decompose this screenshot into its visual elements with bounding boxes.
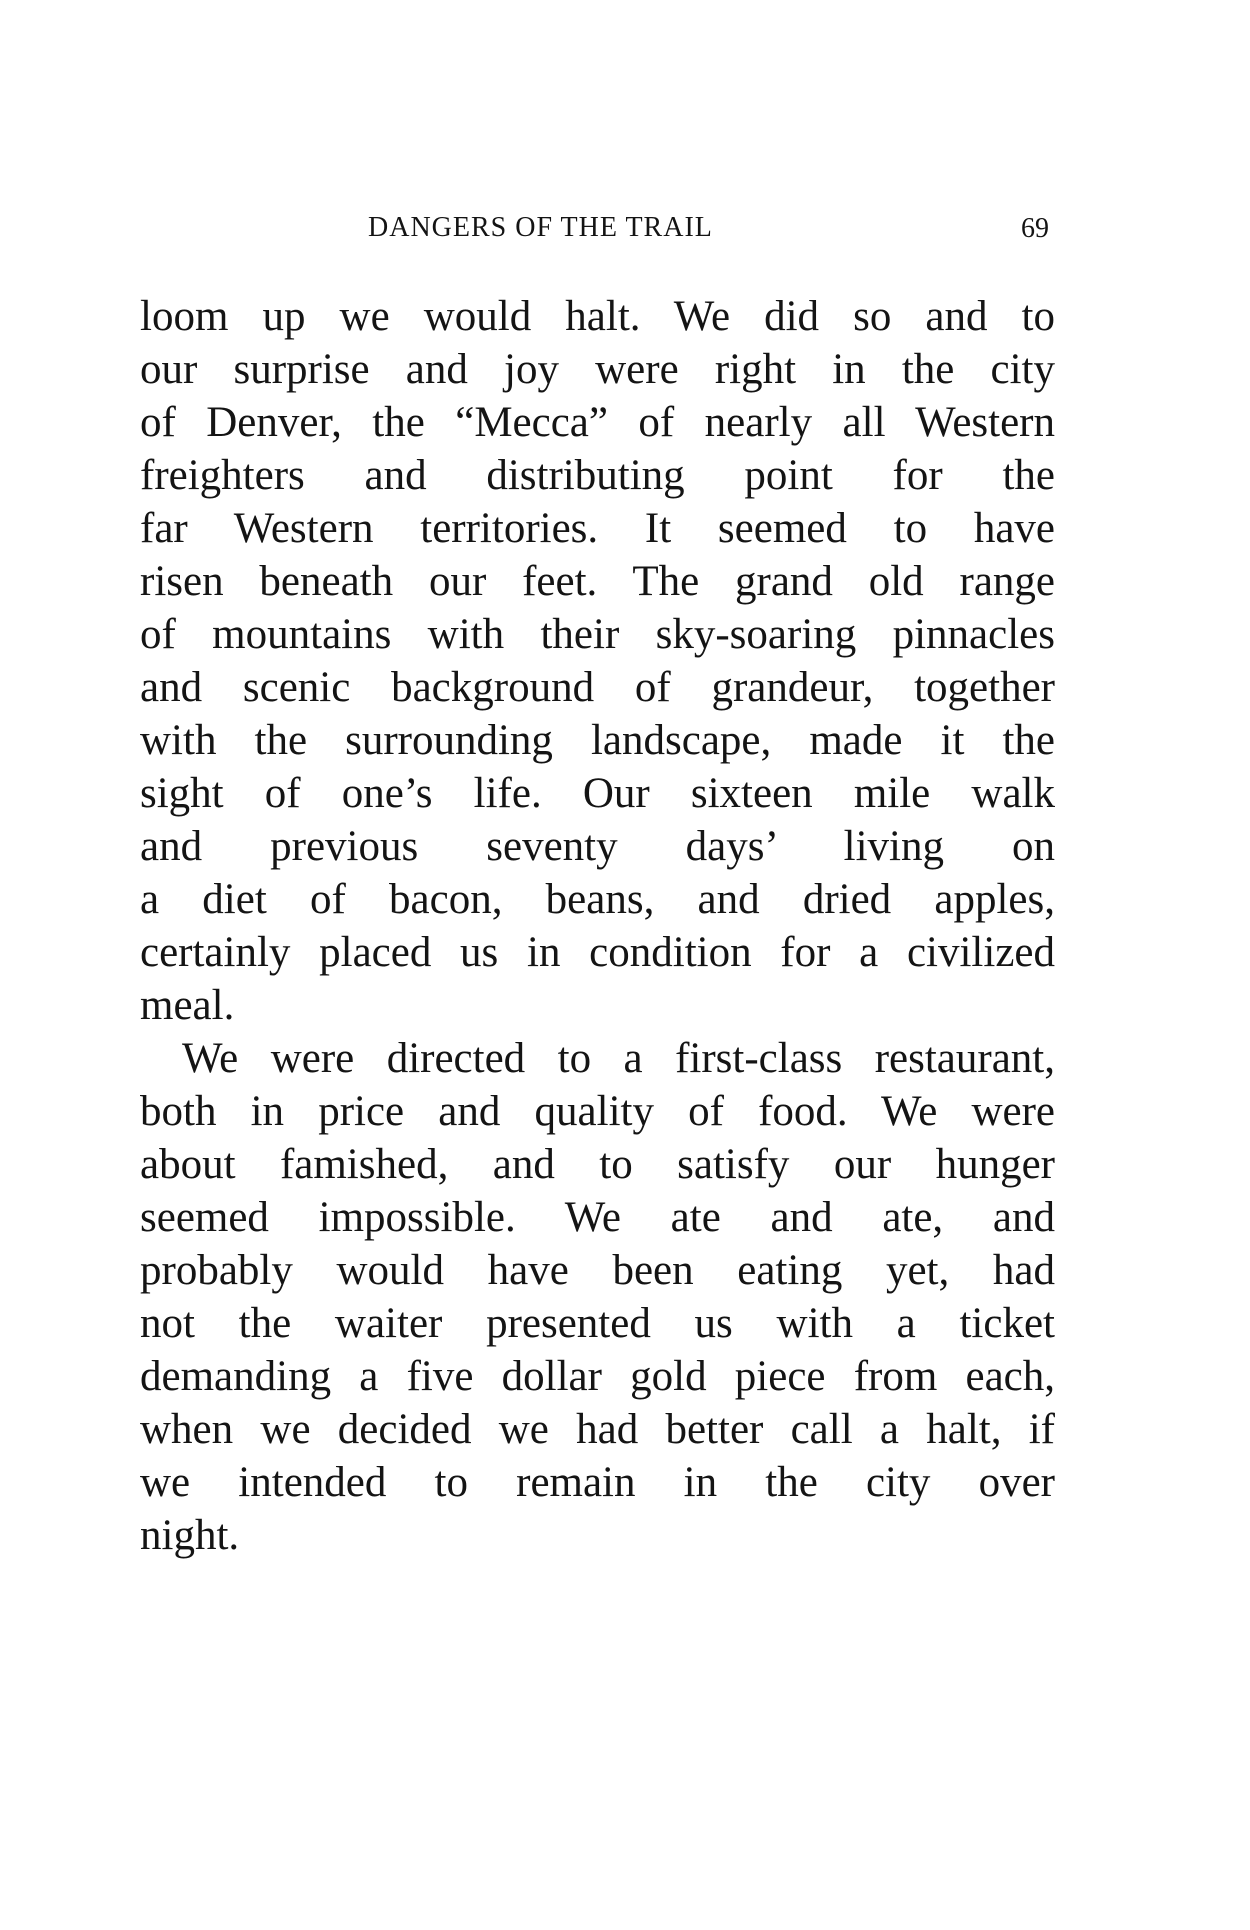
- text-line: meal.: [140, 982, 235, 1029]
- text-line: loom up we would halt. We did so and to: [140, 293, 1055, 340]
- text-line: far Western territories. It seemed to have: [140, 505, 1055, 552]
- text-line: of mountains with their sky-soaring pinnacles: [140, 611, 1055, 658]
- text-line: and scenic background of grandeur, together: [140, 664, 1055, 711]
- text-line: our surprise and joy were right in the city: [140, 346, 1055, 393]
- running-head: [140, 212, 1055, 252]
- text-line: risen beneath our feet. The grand old range: [140, 558, 1055, 605]
- text-line: when we decided we had better call a halt, if: [140, 1406, 1055, 1453]
- body-text: [140, 290, 1055, 1562]
- page-number: 69: [1021, 213, 1049, 244]
- text-line: sight of one’s life. Our sixteen mile walk: [140, 770, 1055, 817]
- text-line: We were directed to a first-class restaurant,: [182, 1035, 1055, 1082]
- text-line: and previous seventy days’ living on: [140, 823, 1055, 870]
- text-line: night.: [140, 1512, 240, 1559]
- running-title: DANGERS OF THE TRAIL: [368, 212, 713, 243]
- text-line: a diet of bacon, beans, and dried apples,: [140, 876, 1055, 923]
- text-line: with the surrounding landscape, made it the: [140, 717, 1055, 764]
- text-line: not the waiter presented us with a ticket: [140, 1300, 1055, 1347]
- text-line: both in price and quality of food. We were: [140, 1088, 1055, 1135]
- text-line: of Denver, the “Mecca” of nearly all Western: [140, 399, 1055, 446]
- text-line: probably would have been eating yet, had: [140, 1247, 1055, 1294]
- text-line: demanding a five dollar gold piece from each,: [140, 1353, 1055, 1400]
- text-line: freighters and distributing point for the: [140, 452, 1055, 499]
- paragraph-2: [140, 1032, 1055, 1562]
- paragraph-1: [140, 290, 1055, 1032]
- text-line: seemed impossible. We ate and ate, and: [140, 1194, 1055, 1241]
- text-line: we intended to remain in the city over: [140, 1459, 1055, 1506]
- text-line: certainly placed us in condition for a civilized: [140, 929, 1055, 976]
- text-line: about famished, and to satisfy our hunger: [140, 1141, 1055, 1188]
